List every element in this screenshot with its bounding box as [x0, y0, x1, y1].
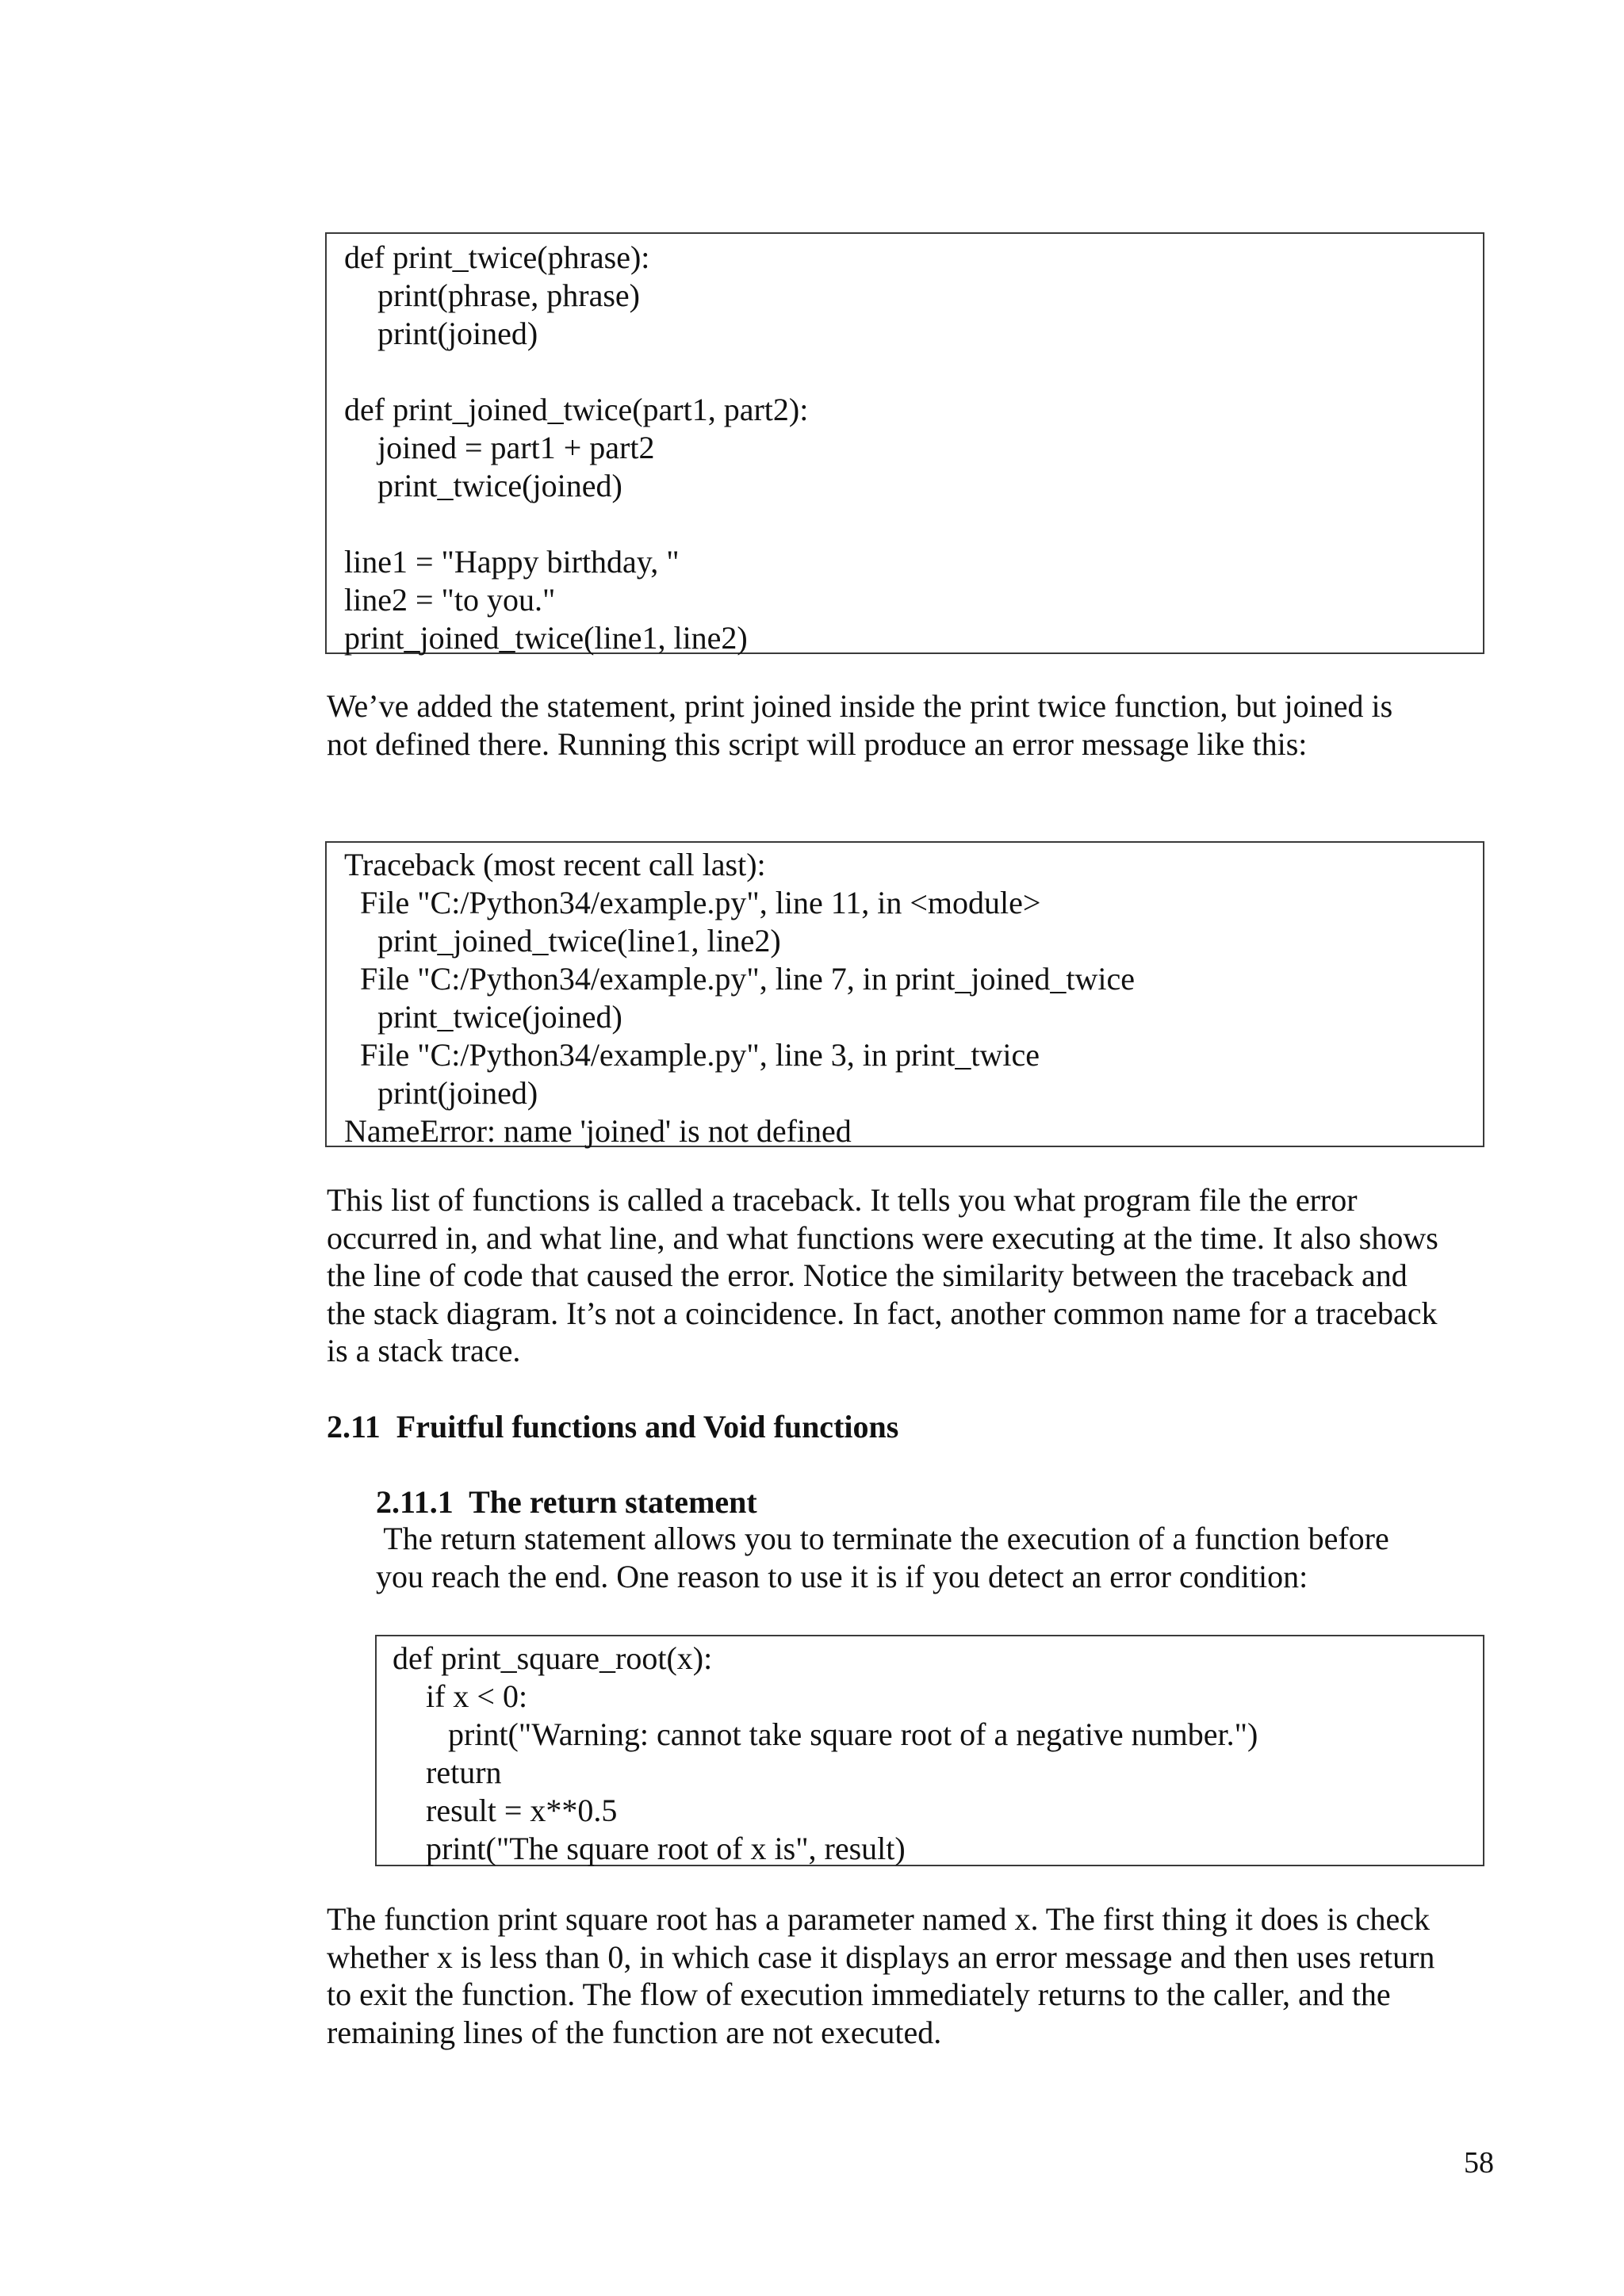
- code-line: joined = part1 + part2: [377, 430, 655, 465]
- paragraph-line: to exit the function. The flow of execution immediately returns to the caller, and the: [327, 1976, 1391, 2012]
- paragraph-line: remaining lines of the function are not executed.: [327, 2014, 942, 2050]
- code-line: print_joined_twice(line1, line2): [377, 923, 781, 959]
- paragraph-line: We’ve added the statement, print joined inside the print twice function, but joined is: [327, 688, 1393, 724]
- code-line: line2 = "to you.": [344, 582, 556, 618]
- code-line: def print_twice(phrase):: [344, 239, 650, 275]
- code-line: print_twice(joined): [377, 468, 622, 503]
- code-line: def print_joined_twice(part1, part2):: [344, 392, 809, 427]
- code-line: if x < 0:: [426, 1678, 528, 1714]
- code-line: [344, 353, 1483, 391]
- paragraph-line: the line of code that caused the error. Notice the similarity between the traceback and: [327, 1257, 1408, 1293]
- paragraph-line: The return statement allows you to terminate the execution of a function before: [376, 1521, 1389, 1556]
- code-line: print("The square root of x is", result): [426, 1831, 906, 1866]
- code-line: File "C:/Python34/example.py", line 3, in print_twice: [360, 1037, 1040, 1073]
- paragraph-traceback-explanation: [327, 1181, 1492, 1370]
- code-line: File "C:/Python34/example.py", line 7, in print_joined_twice: [360, 961, 1135, 997]
- code-line: File "C:/Python34/example.py", line 11, in <module>: [360, 885, 1041, 920]
- code-line: print(phrase, phrase): [377, 277, 640, 313]
- paragraph-line: not defined there. Running this script will produce an error message like this:: [327, 725, 1308, 762]
- code-block-print-square-root: [375, 1635, 1484, 1866]
- paragraph-line: occurred in, and what line, and what functions were executing at the time. It also shows: [327, 1219, 1438, 1256]
- code-line: Traceback (most recent call last):: [344, 847, 766, 882]
- paragraph-square-root-explanation: [327, 1900, 1492, 2051]
- paragraph-line: The function print square root has a parameter named x. The first thing it does is check: [327, 1901, 1431, 1937]
- code-block-print-twice: [325, 232, 1484, 654]
- paragraph-line: This list of functions is called a traceback. It tells you what program file the error: [327, 1182, 1358, 1218]
- section-heading: 2.11 Fruitful functions and Void functions: [327, 1409, 899, 1445]
- paragraph-line: the stack diagram. It’s not a coincidence. In fact, another common name for a traceback: [327, 1295, 1438, 1331]
- code-block-traceback: [325, 841, 1484, 1147]
- paragraph-line: whether x is less than 0, in which case it displays an error message and then uses return: [327, 1938, 1435, 1975]
- code-line: print_joined_twice(line1, line2): [344, 620, 748, 656]
- code-line: print(joined): [377, 316, 538, 351]
- code-line: print(joined): [377, 1075, 538, 1111]
- page-number: 58: [1464, 2146, 1494, 2179]
- paragraph-error-intro: [327, 687, 1492, 763]
- code-line: NameError: name 'joined' is not defined: [344, 1113, 852, 1149]
- code-line: line1 = "Happy birthday, ": [344, 544, 680, 580]
- code-line: result = x**0.5: [426, 1793, 618, 1828]
- code-line: print_twice(joined): [377, 999, 622, 1035]
- code-line: [344, 505, 1483, 543]
- code-line: print("Warning: cannot take square root of a negative number."): [448, 1716, 1258, 1752]
- code-line: return: [426, 1755, 502, 1790]
- paragraph-line: is a stack trace.: [327, 1333, 521, 1368]
- paragraph-return-intro: [376, 1520, 1486, 1595]
- paragraph-line: you reach the end. One reason to use it is if you detect an error condition:: [376, 1558, 1308, 1594]
- code-line: def print_square_root(x):: [393, 1640, 713, 1676]
- subsection-heading: 2.11.1 The return statement: [376, 1484, 757, 1520]
